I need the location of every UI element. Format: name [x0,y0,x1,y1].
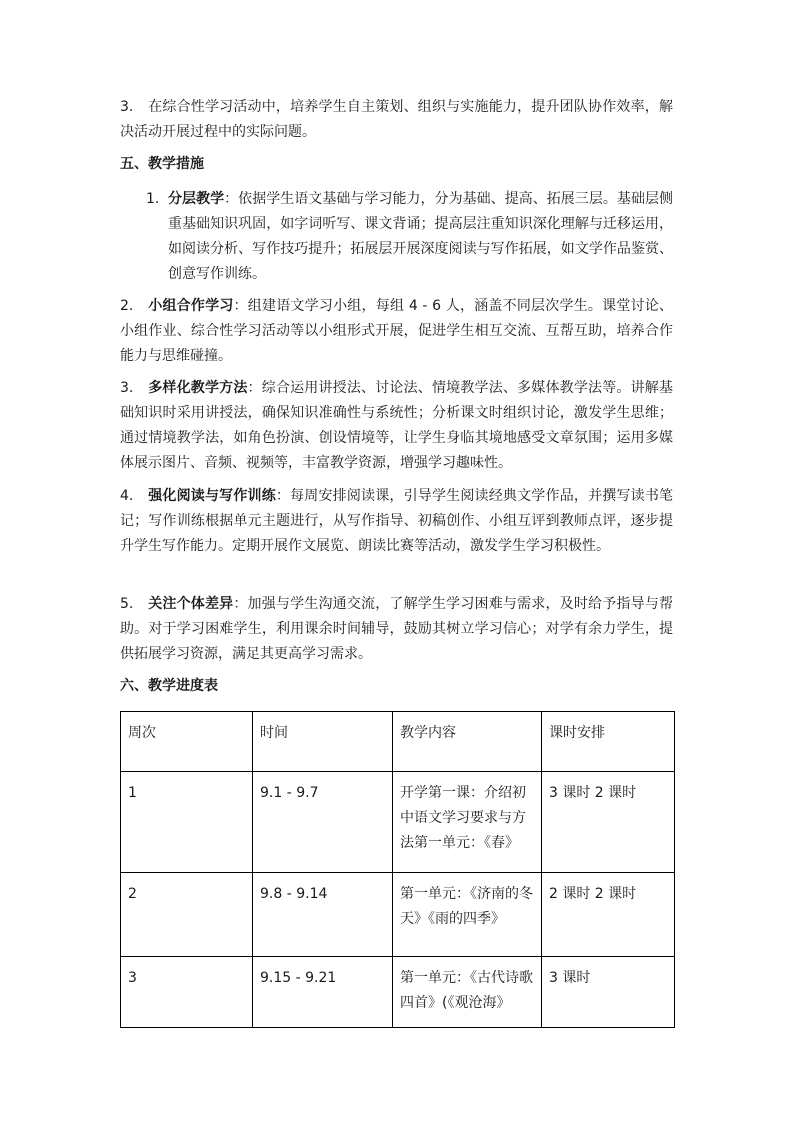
schedule-table [120,711,675,1028]
cell-week: 1 [121,772,253,873]
list-number: 1. [146,191,160,207]
table-row [121,873,675,957]
cell-week: 2 [121,873,253,957]
table-row [121,772,675,873]
paragraph-text: ：依据学生语文基础与学习能力，分为基础、提高、拓展三层。基础层侧重基础知识巩固，如字词听写、课文背诵；提高层注重知识深化理解与迁移运用，如阅读分析、写作技巧提升；拓展层开展深度阅读与写作拓展，如文学作品鉴赏、创意写作训练。 [168,191,673,282]
list-number: 2. [120,298,134,314]
list-number: 3. [120,99,134,115]
header-week: 周次 [121,712,253,772]
cell-content-text: 第一单元：《古代诗歌四首》(《观沧海》 [400,970,533,1011]
cell-content [393,957,542,1028]
measure-item-1 [146,187,673,287]
cell-hours: 3 课时 [542,957,675,1028]
table-header-row [121,712,675,772]
cell-hours: 3 课时 2 课时 [542,772,675,873]
measure-item-3 [120,376,673,476]
paragraph-text: ：加强与学生沟通交流，了解学生学习困难与需求，及时给予指导与帮助。对于学习困难学生，利用课余时间辅导，鼓励其树立学习信心；对学有余力学生，提供拓展学习资源，满足其更高学习需求。 [120,596,674,662]
measure-title: 多样化教学方法 [148,380,248,396]
paragraph-text: ：每周安排阅读课，引导学生阅读经典文学作品，并撰写读书笔记；写作训练根据单元主题进行，从写作指导、初稿创作、小组互评到教师点评，逐步提升学生写作能力。定期开展作文展览、朗读比赛等活动，激发学生学习积极性。 [120,488,674,554]
cell-time: 9.15 - 9.21 [253,957,393,1028]
measure-title: 小组合作学习 [148,298,234,314]
header-time: 时间 [253,712,393,772]
measure-title: 分层教学 [168,191,225,207]
objective-item-3 [120,95,673,145]
table-row [121,957,675,1028]
measure-item-2 [120,294,673,369]
measure-title: 强化阅读与写作训练 [148,488,276,504]
section-heading-measures: 五、教学措施 [120,156,204,172]
paragraph-text: 在综合性学习活动中，培养学生自主策划、组织与实施能力，提升团队协作效率，解决活动开展过程中的实际问题。 [120,99,673,140]
header-content: 教学内容 [393,712,542,772]
measure-title: 关注个体差异 [148,596,234,612]
measure-item-4 [120,484,673,559]
cell-week: 3 [121,957,253,1028]
section-heading-schedule: 六、教学进度表 [120,678,218,694]
cell-content: 第一单元：《济南的冬天》《雨的四季》 [393,873,542,957]
cell-hours: 2 课时 2 课时 [542,873,675,957]
paragraph-text: ：组建语文学习小组，每组 4 - 6 人，涵盖不同层次学生。课堂讨论、小组作业、综合性学习活动等以小组形式开展，促进学生相互交流、互帮互助，培养合作能力与思维碰撞。 [120,298,674,364]
paragraph-text: ：综合运用讲授法、讨论法、情境教学法、多媒体教学法等。讲解基础知识时采用讲授法，确保知识准确性与系统性；分析课文时组织讨论，激发学生思维；通过情境教学法，如角色扮演、创设情境等，让学生身临其境地感受文章氛围；运用多媒体展示图片、音频、视频等，丰富教学资源，增强学习趣味性。 [120,380,674,471]
header-hours: 课时安排 [542,712,675,772]
cell-time: 9.1 - 9.7 [253,772,393,873]
list-number: 4. [120,488,134,504]
list-number: 3. [120,380,134,396]
cell-time: 9.8 - 9.14 [253,873,393,957]
cell-content: 开学第一课：介绍初中语文学习要求与方法第一单元：《春》 [393,772,542,873]
measure-item-5 [120,592,673,667]
list-number: 5. [120,596,134,612]
